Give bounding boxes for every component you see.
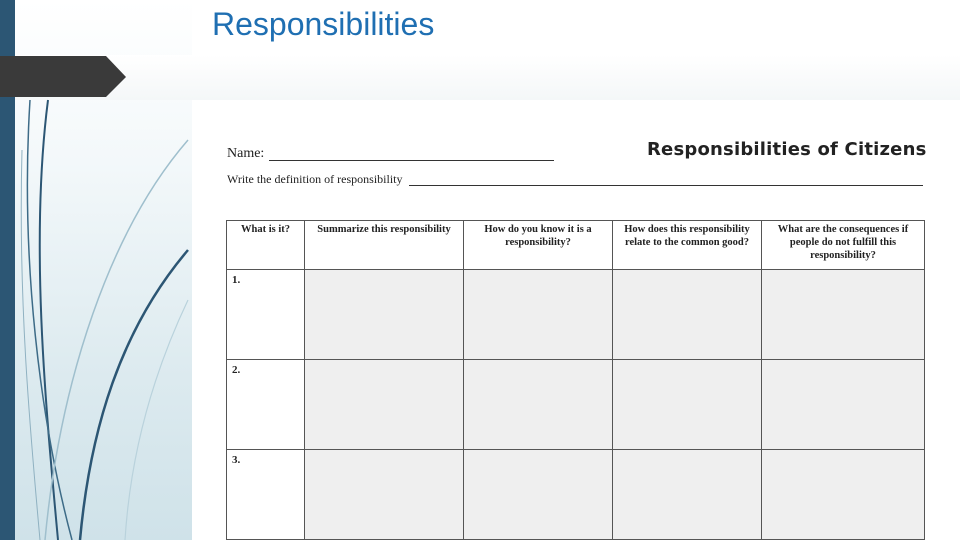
- worksheet-image: [192, 101, 960, 540]
- table-row: [227, 450, 925, 540]
- answer-cell: [305, 270, 464, 360]
- answer-cell: [464, 360, 613, 450]
- definition-blank-line: [409, 185, 923, 186]
- answer-cell: [613, 360, 762, 450]
- header-summarize: Summarize this responsibility: [305, 221, 464, 270]
- header-what-is-it: What is it?: [227, 221, 305, 270]
- header-consequences: What are the consequences if people do not fulfill this responsibility?: [762, 221, 925, 270]
- slide-title: Responsibilities: [212, 6, 435, 42]
- responsibilities-table: [226, 220, 925, 540]
- row-number: 2.: [227, 360, 305, 450]
- arrow-tab-shape: [0, 56, 128, 98]
- answer-cell: [762, 360, 925, 450]
- name-blank-line: [269, 160, 554, 161]
- table-row: [227, 360, 925, 450]
- answer-cell: [305, 450, 464, 540]
- header-common-good: How does this responsibility relate to the common good?: [613, 221, 762, 270]
- name-label: Name:: [227, 146, 265, 161]
- table-header-row: [227, 221, 925, 270]
- worksheet-title: Responsibilities of Citizens: [647, 139, 927, 160]
- header-how-know: How do you know it is a responsibility?: [464, 221, 613, 270]
- row-number: 3.: [227, 450, 305, 540]
- row-number: 1.: [227, 270, 305, 360]
- definition-prompt: Write the definition of responsibility: [227, 172, 403, 186]
- answer-cell: [613, 270, 762, 360]
- table-row: [227, 270, 925, 360]
- answer-cell: [464, 270, 613, 360]
- answer-cell: [762, 270, 925, 360]
- answer-cell: [464, 450, 613, 540]
- answer-cell: [305, 360, 464, 450]
- answer-cell: [762, 450, 925, 540]
- answer-cell: [613, 450, 762, 540]
